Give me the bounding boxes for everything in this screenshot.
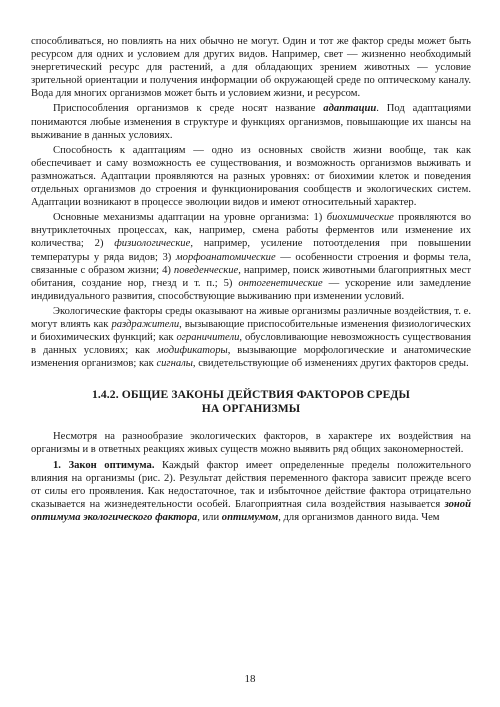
text-fragment: Каждый фактор имеет определенные пределы положительного влияния на организмы (рис. 2). Результат действия переменного фактора зависит прежде всего от силы его проявления. Как недостаточное, так и избыточное действие фактора отрицательно сказывается на жизнедеятельности особей. Благоприятная сила воздействия называется	[31, 459, 471, 510]
term-optimum-zone: зоной оптимума экологического фактора	[31, 498, 471, 523]
section-heading-line1: 1.4.2. ОБЩИЕ ЗАКОНЫ ДЕЙСТВИЯ ФАКТОРОВ СРЕДЫ	[92, 388, 410, 402]
paragraph-continuation	[31, 35, 471, 100]
paragraph-factor-effects	[31, 305, 471, 370]
text-fragment: , вызывающие приспособительные изменения физиологических и биохимических функций; как	[31, 318, 471, 344]
text-fragment: Основные механизмы адаптации на уровне организма: 1)	[53, 212, 327, 224]
text-fragment: , например, поиск животными благоприятных мест обитания, создание нор, гнезд и т. п.; 5)	[31, 264, 471, 289]
text-fragment: , или	[197, 511, 222, 523]
text-fragment: Приспособления организмов к среде носят название	[53, 103, 324, 115]
text-fragment: — особенности строения и формы тела, связанные с образом жизни; 4)	[31, 251, 471, 276]
paragraph-adaptation-ability	[31, 144, 471, 209]
paragraph-adaptation-mechanisms	[31, 211, 471, 303]
text-fragment: , обусловливающие невозможность существования в данных условиях; как	[31, 332, 471, 357]
term-modifiers: модификаторы	[156, 345, 228, 357]
text-fragment: , свидетельствующие об изменениях других факторов среды.	[192, 358, 469, 370]
text-fragment: — ускорение или замедление индивидуального развития, способствующие выживанию при изменении условий.	[31, 277, 471, 302]
section-heading-line2: НА ОРГАНИЗМЫ	[201, 402, 301, 416]
law-label: 1. Закон оптимума.	[53, 459, 155, 471]
paragraph-general-laws	[31, 430, 471, 456]
section-heading	[31, 388, 471, 416]
term-ontogenetic: онтогенетические	[238, 277, 323, 289]
paragraph-adaptation-definition	[31, 102, 471, 141]
text-fragment: , вызывающие морфологические и анатомические изменения организмов; как	[31, 345, 471, 370]
text-fragment: , например, усиление потоотделения при повышении температуры у ряда видов; 3)	[31, 238, 471, 263]
term-adaptation: адаптации	[323, 103, 377, 115]
term-morphoanatomical: морфоанатомические	[175, 251, 276, 263]
text-fragment: проявляются во внутриклеточных процессах, как, например, смена работы ферментов или изменение их количества; 2)	[31, 212, 472, 250]
text-fragment: Экологические факторы среды оказывают на живые организмы различные воздействия, т. е. могут влиять как	[31, 305, 471, 330]
term-irritants: раздражители	[111, 318, 180, 330]
text-fragment: . Под адаптациями понимаются любые изменения в структуре и функциях организмов, повышающие их шансы на выживание в данных условиях.	[31, 103, 471, 141]
page-number: 18	[244, 673, 256, 685]
paragraph-text: Несмотря на разнообразие экологических факторов, в характере их воздействия на организмы и в ответных реакциях живых существ можно выявить ряд общих закономерностей.	[31, 431, 471, 456]
term-limiters: ограничители	[176, 332, 240, 344]
term-optimum: оптимумом	[221, 511, 279, 523]
term-signals: сигналы	[156, 358, 193, 370]
term-behavioral: поведенческие	[173, 264, 239, 276]
text-fragment: , для организмов данного вида. Чем	[278, 511, 440, 523]
term-physiological: физиологические	[114, 238, 191, 250]
term-biochemical: биохимические	[326, 212, 394, 224]
paragraph-text: способливаться, но повлиять на них обычно не могут. Один и тот же фактор среды может быть ресурсом для одних и условием для других видов. Например, свет — жизненно необходимый энергетический ресурс для растений, а для обладающих зрением животных — условие зрительной ориентации и получения информации об окружающей среде по оптическому каналу. Вода для многих организмов может быть и условием жизни, и ресурсом.	[31, 36, 471, 100]
paragraph-optimum-law	[31, 459, 471, 524]
paragraph-text: Способность к адаптациям — одно из основных свойств жизни вообще, так как обеспечивает и саму возможность ее существования, и возможность организмов выживать и размножаться. Адаптации проявляются на разных уровнях: от биохимии клеток и поведения отдельных организмов до строения и функционирования сообществ и экологических систем. Адаптации возникают в процессе эволюции видов и имеют относительный характер.	[31, 144, 471, 209]
body-text	[31, 35, 471, 524]
